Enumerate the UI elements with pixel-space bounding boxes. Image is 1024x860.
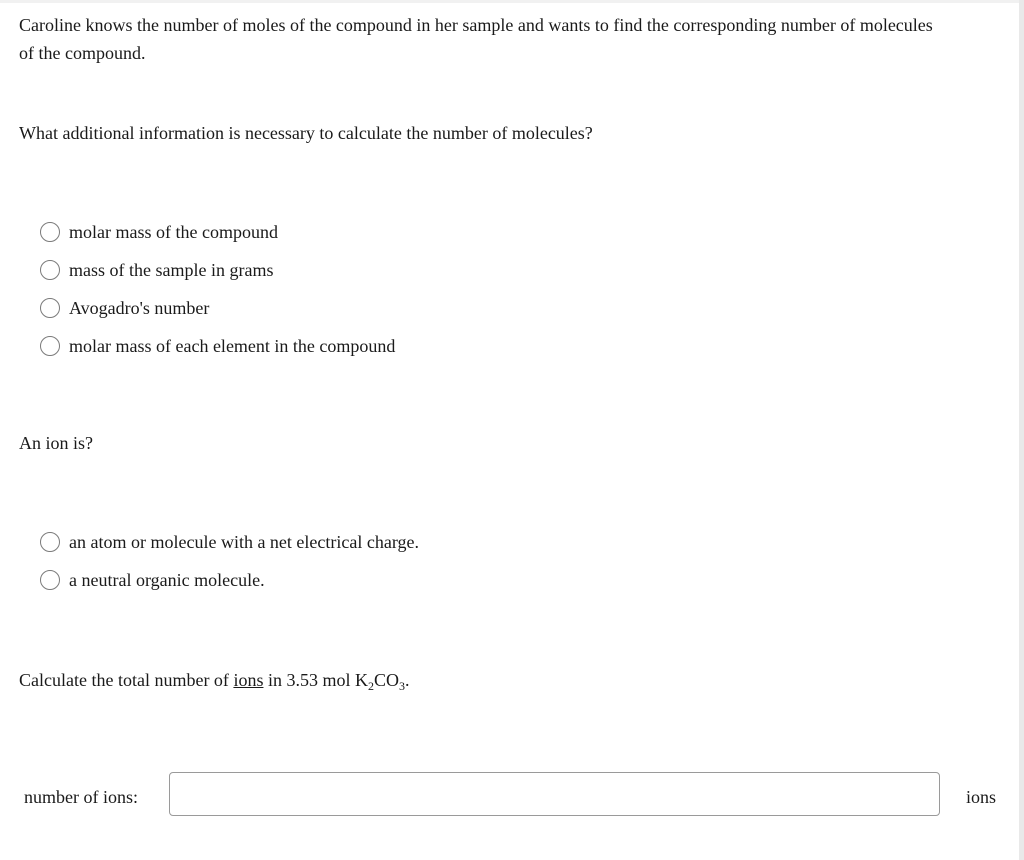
option-label: molar mass of each element in the compound — [69, 336, 396, 356]
q3-suffix: . — [404, 670, 410, 690]
q1-option-molar-mass-each-element[interactable] — [40, 333, 395, 359]
answer-unit: ions — [966, 787, 997, 807]
question3-prompt — [19, 666, 409, 694]
radio-button[interactable] — [40, 222, 60, 242]
option-label: molar mass of the compound — [69, 222, 278, 242]
q1-option-molar-mass-compound[interactable] — [40, 219, 278, 245]
radio-button[interactable] — [40, 570, 60, 590]
q3-subscript-potassium: 2 — [367, 679, 374, 693]
question2-prompt: An ion is? — [19, 433, 93, 453]
question1-prompt-line2: of the compound. — [19, 43, 146, 63]
q2-option-neutral-molecule[interactable] — [40, 567, 265, 593]
option-label: mass of the sample in grams — [69, 260, 274, 280]
radio-button[interactable] — [40, 336, 60, 356]
answer-label: number of ions: — [24, 787, 138, 807]
q2-option-charged-particle[interactable] — [40, 529, 419, 555]
q1-option-avogadros-number[interactable] — [40, 295, 209, 321]
top-divider — [0, 0, 1019, 3]
option-label: a neutral organic molecule. — [69, 570, 265, 590]
radio-button[interactable] — [40, 298, 60, 318]
q1-option-mass-sample-grams[interactable] — [40, 257, 273, 283]
q3-carbonate: CO — [373, 670, 399, 690]
page-right-border — [1019, 0, 1024, 860]
question1-question: What additional information is necessary to calculate the number of molecules? — [19, 123, 593, 143]
q3-middle: in 3.53 mol K — [263, 670, 368, 690]
question1-prompt — [19, 11, 999, 67]
q3-prefix: Calculate the total number of — [19, 670, 234, 690]
q3-subscript-oxygen: 3 — [398, 679, 405, 693]
q3-emphasis: ions — [233, 670, 264, 690]
question1-prompt-line1: Caroline knows the number of moles of the compound in her sample and wants to find the corresponding number of molecules — [19, 15, 933, 35]
number-of-ions-input[interactable] — [169, 772, 940, 816]
radio-button[interactable] — [40, 260, 60, 280]
option-label: an atom or molecule with a net electrical charge. — [69, 532, 420, 552]
option-label: Avogadro's number — [69, 298, 210, 318]
radio-button[interactable] — [40, 532, 60, 552]
